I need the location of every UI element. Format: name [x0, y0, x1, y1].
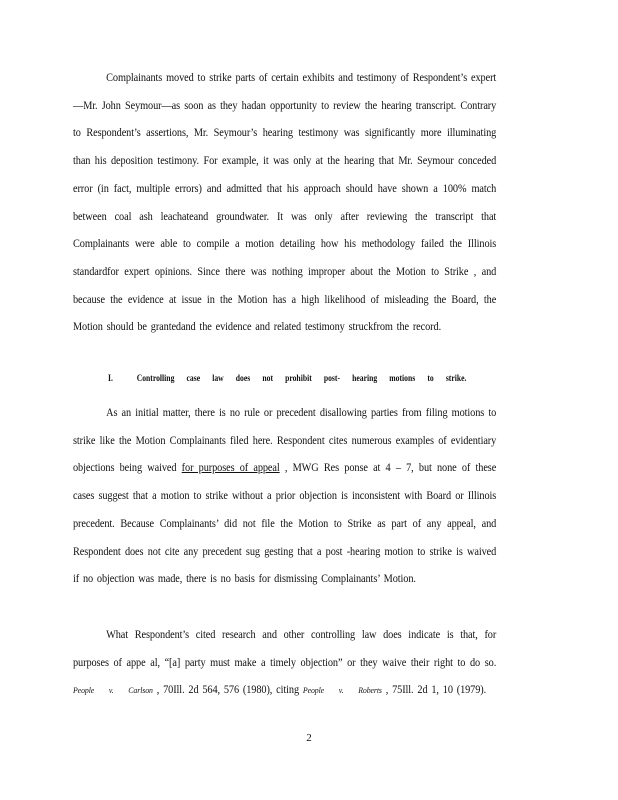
section-heading-text: Controlling case law does not prohibit post- hearing motions to strike.: [136, 373, 467, 383]
section-heading-number: I.: [108, 373, 113, 383]
paragraph-controlling-law: [73, 622, 496, 705]
paragraph-initial-matter: [73, 400, 496, 594]
case-name-roberts: People v. Roberts: [302, 685, 382, 696]
paragraph-motion-to-strike: [73, 65, 496, 342]
page-number: 2: [306, 732, 312, 744]
case-name-carlson: People v. Carlson: [73, 685, 153, 696]
paragraph-2-underlined: for purposes of appeal: [181, 462, 280, 475]
paragraph-2-before: As an initial matter, there is no rule or precedent disallowing parties from filing motions to strike like the Motion Complainants filed here. Respondent cites numerous examples of evidentiary objections being waived: [73, 407, 497, 475]
citation-carlson: , 70Ill. 2d 564, 576 (1980), citing: [152, 684, 303, 697]
paragraph-3-text: [73, 622, 496, 705]
paragraph-1-text: Complainants moved to strike parts of certain exhibits and testimony of Respondent’s expert —Mr. John Seymour—as soon as they hadan opportunity to review the hearing transcript. Contrary to Respondent’s assertions, Mr. Seymour’s hearing testimony was significantly more illuminating than his deposition testimony. For example, it was only at the hearing that Mr. Seymour conceded error (in fact, multiple errors) and admitted that his approach should have shown a 100% match between coal ash leachateand groundwater. It was only after reviewing the transcript that Complainants were able to compile a motion detailing how his methodology failed the Illinois standardfor expert opinions. Since there was nothing improper about the Motion to Strike , and because the evidence at issue in the Motion has a high likelihood of misleading the Board, the Motion should be grantedand the evidence and related testimony struckfrom the record.: [73, 72, 497, 334]
citation-roberts: , 75Ill. 2d 1, 10 (1979).: [381, 684, 487, 697]
section-heading: [108, 373, 466, 383]
paragraph-2-after: , MWG Res ponse at 4 – 7, but none of these cases suggest that a motion to strike without a prior objection is inconsistent with Board or Illinois precedent. Because Complainants’ did not file the Motion to Strike as part of any appeal, and Respondent does not cite any precedent sug gesting that a post -hearing motion to strike is waived if no objection was made, there is no basis for dismissing Complainants’ Motion.: [73, 462, 497, 586]
paragraph-3-body: What Respondent’s cited research and other controlling law does indicate is that, for purposes of appe al, “[a] party must make a timely objection” or they waive their right to do so.: [73, 629, 497, 669]
paragraph-2-text: [73, 400, 496, 594]
